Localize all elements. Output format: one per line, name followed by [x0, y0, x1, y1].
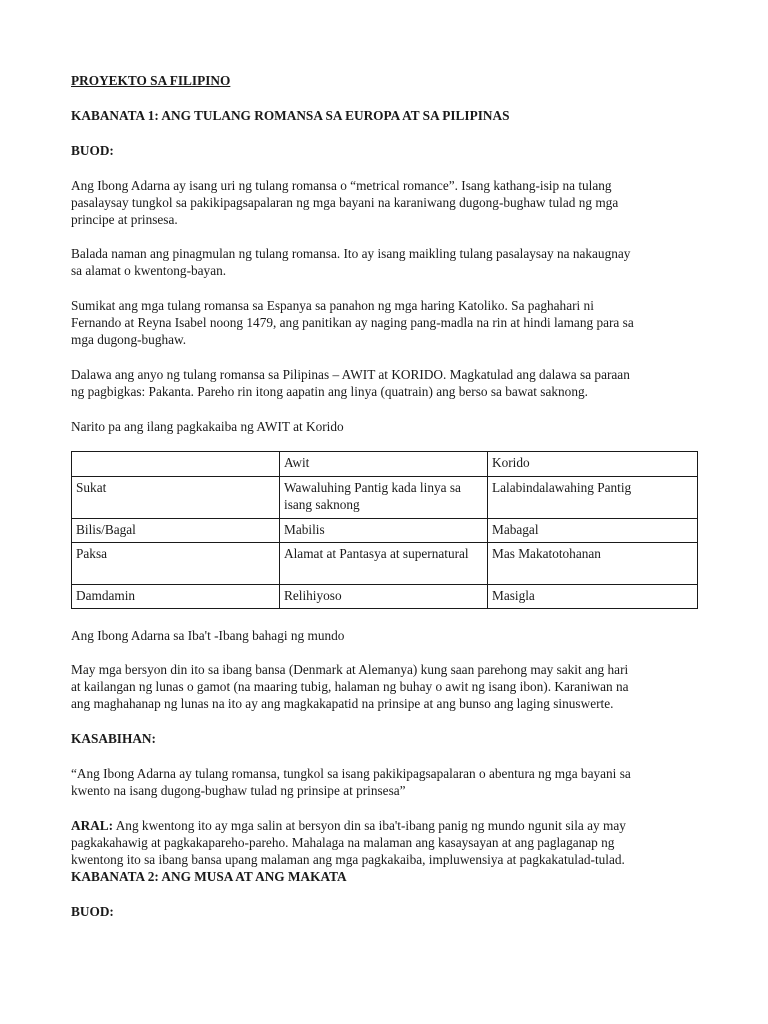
document-title: PROYEKTO SA FILIPINO — [71, 73, 231, 88]
paragraph-1-line-2: pasalaysay tungkol sa pakikipagsapalaran ng mga bayani na karaniwang dugong-bughaw tulad ng mga — [71, 195, 619, 210]
table-cell: Damdamin — [72, 585, 280, 609]
paragraph-6-line-2: at kailangan ng lunas o gamot (na maaring tubig, halaman ng buhay o awit ng isang ibon). Karaniwan na — [71, 679, 629, 694]
comparison-table — [71, 451, 698, 609]
table-cell: Bilis/Bagal — [72, 519, 280, 543]
paragraph-3-line-1: Sumikat ang mga tulang romansa sa Espanya sa panahon ng mga haring Katoliko. Sa paghahari ni — [71, 298, 594, 313]
aral-label: ARAL: — [71, 818, 114, 833]
table-cell: Masigla — [488, 585, 698, 609]
kasabihan-heading: KASABIHAN: — [71, 731, 156, 746]
chapter-2-title: KABANATA 2: ANG MUSA AT ANG MAKATA — [71, 869, 347, 884]
paragraph-4-line-2: ng pagbigkas: Pakanta. Pareho rin itong aapatin ang linya (quatrain) ang berso sa bawat saknong. — [71, 384, 588, 399]
paragraph-1-line-3: principe at prinsesa. — [71, 212, 178, 227]
table-row — [72, 477, 698, 519]
table-cell: Lalabindalawahing Pantig — [488, 477, 698, 519]
paragraph-6-line-3: ang maghahanap ng lunas na ito ay ang magkakapatid na prinsipe at ang bunso ang laging sinuswerte. — [71, 696, 614, 711]
table-row — [72, 519, 698, 543]
table-header-cell: Korido — [488, 452, 698, 477]
table-header-row — [72, 452, 698, 477]
chapter-1-title: KABANATA 1: ANG TULANG ROMANSA SA EUROPA AT SA PILIPINAS — [71, 108, 510, 123]
paragraph-3-line-2: Fernando at Reyna Isabel noong 1479, ang panitikan ay naging pang-madla na rin at hindi lamang para sa — [71, 315, 634, 330]
paragraph-6-line-1: May mga bersyon din ito sa ibang bansa (Denmark at Alemanya) kung saan parehong may sakit ang hari — [71, 662, 629, 677]
paragraph-2-line-2: sa alamat o kwentong-bayan. — [71, 263, 227, 278]
buod-heading-1: BUOD: — [71, 143, 114, 158]
aral-line-1 — [71, 817, 626, 834]
table-cell: Mas Makatotohanan — [488, 543, 698, 585]
table-cell: Alamat at Pantasya at supernatural — [280, 543, 488, 585]
table-header-cell — [72, 452, 280, 477]
table-header-cell: Awit — [280, 452, 488, 477]
paragraph-2-line-1: Balada naman ang pinagmulan ng tulang romansa. Ito ay isang maikling tulang pasalaysay na nakaugnay — [71, 246, 631, 261]
table-row — [72, 585, 698, 609]
aral-line-3: kwentong ito sa ibang bansa upang malaman ang mga pagkakaiba, impluwensiya at pagkakatulad-tulad. — [71, 852, 625, 867]
paragraph-3-line-3: mga dugong-bughaw. — [71, 332, 187, 347]
table-intro: Narito pa ang ilang pagkakaiba ng AWIT at Korido — [71, 419, 344, 434]
table-cell: Wawaluhing Pantig kada linya sa isang saknong — [280, 477, 488, 519]
table-cell: Relihiyoso — [280, 585, 488, 609]
table-row — [72, 543, 698, 585]
buod-heading-2: BUOD: — [71, 904, 114, 919]
table-cell: Paksa — [72, 543, 280, 585]
quote-line-1: “Ang Ibong Adarna ay tulang romansa, tungkol sa isang pakikipagsapalaran o abentura ng mga bayani sa — [71, 766, 631, 781]
paragraph-5: Ang Ibong Adarna sa Iba't -Ibang bahagi ng mundo — [71, 628, 345, 643]
aral-text: Ang kwentong ito ay mga salin at bersyon din sa iba't-ibang panig ng mundo ngunit sila ay may — [113, 818, 626, 833]
paragraph-4-line-1: Dalawa ang anyo ng tulang romansa sa Pilipinas – AWIT at KORIDO. Magkatulad ang dalawa sa paraan — [71, 367, 630, 382]
table-cell: Mabagal — [488, 519, 698, 543]
aral-line-2: pagkakahawig at pagkakapareho-pareho. Mahalaga na malaman ang kasaysayan at ang paglaganap ng — [71, 835, 615, 850]
table-cell: Mabilis — [280, 519, 488, 543]
table-cell: Sukat — [72, 477, 280, 519]
quote-line-2: kwento na isang dugong-bughaw tulad ng prinsipe at prinsesa” — [71, 783, 406, 798]
paragraph-1-line-1: Ang Ibong Adarna ay isang uri ng tulang romansa o “metrical romance”. Isang kathang-isip na tulang — [71, 178, 612, 193]
